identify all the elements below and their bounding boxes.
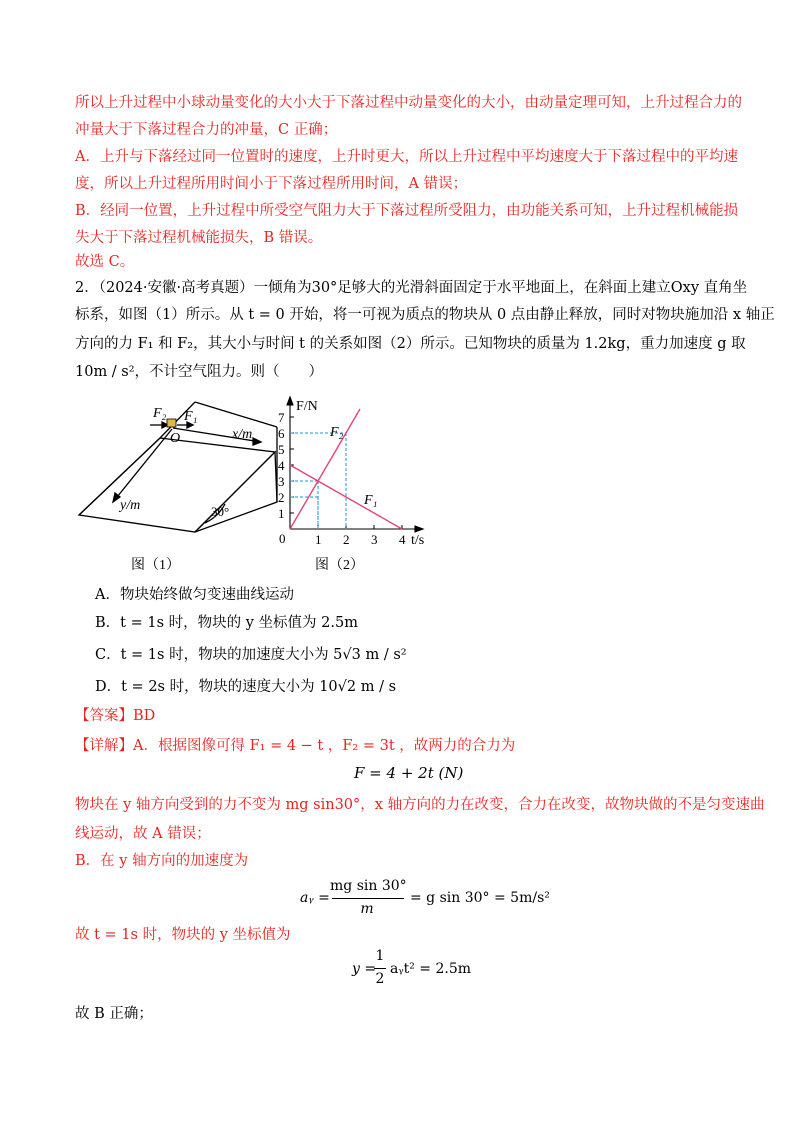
fig2-caption: 图（2） — [315, 558, 364, 573]
eq3-denominator: 2 — [375, 971, 385, 987]
fig1-f1-label: F₁ — [184, 409, 198, 424]
prev-line-2: 冲量大于下落过程合力的冲量，C 正确； — [75, 122, 338, 138]
eq2-numerator: mg sin 30° — [330, 878, 407, 894]
fig1-origin-label: O — [170, 431, 181, 446]
fig2-ytick-label-7: 7 — [278, 410, 285, 425]
equation-1: F = 4 + 2t (N) — [354, 764, 464, 782]
fig1-angle-label: 30° — [211, 504, 230, 519]
fig2-ytick-label-6: 6 — [278, 426, 285, 441]
eq3-lhs: y = — [352, 961, 377, 977]
fig2-xtick-label-4: 4 — [399, 532, 406, 547]
fig2-xtick-label-3: 3 — [371, 532, 378, 547]
detail-tag: 【详解】 — [75, 738, 133, 754]
eq3-rhs: aᵧt² = 2.5m — [390, 961, 472, 977]
prev-line-5: B．经同一位置，上升过程中所受空气阻力大于下落过程所受阻力，由功能关系可知，上升过程机械能损 — [75, 203, 739, 219]
fig1-y-label: y/m — [120, 498, 141, 513]
detail-line-1 — [75, 736, 515, 756]
option-d: D．t = 2s 时，物块的速度大小为 10√2 m / s — [95, 679, 397, 695]
question-line-4: 10m / s²，不计空气阻力。则（ ） — [75, 364, 324, 380]
question-line-1: 2．（2024·安徽·高考真题）一倾角为30°足够大的光滑斜面固定于水平地面上，在斜面上建立Oxy 直角坐 — [75, 280, 748, 296]
fig2-f1-label: F₁ — [364, 493, 378, 508]
eq3-fraction-bar — [374, 968, 386, 969]
fig2-ytick-label-3: 3 — [278, 474, 285, 489]
detail-line-4: B．在 y 轴方向的加速度为 — [75, 853, 249, 869]
prev-line-6: 失大于下落过程机械能损失，B 错误。 — [75, 230, 323, 246]
detail-line-3: 线运动，故 A 错误； — [75, 826, 211, 842]
question-line-3: 方向的力 F₁ 和 F₂，其大小与时间 t 的关系如图（2）所示。已知物块的质量为 1.2kg，重力加速度 g 取 — [75, 336, 746, 352]
fig2-origin-label: 0 — [279, 531, 286, 546]
fig2-xtick-label-2: 2 — [343, 532, 350, 547]
fig1-f2-label: F₂ — [153, 406, 167, 421]
option-b: B．t = 1s 时，物块的 y 坐标值为 2.5m — [95, 615, 358, 631]
fig2-ytick-label-2: 2 — [278, 490, 285, 505]
eq2-fraction-bar — [332, 898, 404, 899]
fig2-ytick-label-4: 4 — [278, 458, 285, 473]
fig2-series-line-f2 — [290, 409, 360, 529]
answer-value: BD — [133, 708, 156, 724]
detail-line-6: 故 B 正确； — [75, 1006, 153, 1022]
figure-1-incline — [75, 392, 285, 574]
prev-line-3: A．上升与下落经过同一位置时的速度，上升时更大，所以上升过程中平均速度大于下落过程中的平均速 — [75, 149, 738, 165]
fig2-xtick-label-1: 1 — [315, 532, 322, 547]
figure-2-chart — [272, 392, 442, 574]
fig2-f2-label: F₂ — [330, 425, 344, 440]
answer-line — [75, 706, 155, 726]
eq2-lhs: aᵧ = — [300, 890, 330, 906]
prev-line-7: 故选 C。 — [75, 254, 135, 270]
fig2-ytick-label-1: 1 — [278, 506, 285, 521]
eq3-numerator: 1 — [375, 948, 385, 964]
question-line-2: 标系，如图（1）所示。从 t = 0 开始，将一可视为质点的物块从 0 点由静止释放，同时对物块施加沿 x 轴正 — [75, 307, 775, 323]
fig1-caption: 图（1） — [131, 558, 180, 573]
fig1-x-label: x/m — [232, 427, 253, 442]
option-c: C．t = 1s 时，物块的加速度大小为 5√3 m / s² — [95, 647, 407, 663]
detail-line-5: 故 t = 1s 时，物块的 y 坐标值为 — [75, 927, 291, 943]
eq2-denominator: m — [360, 901, 374, 917]
block-icon — [167, 419, 176, 427]
answer-tag: 【答案】 — [75, 708, 133, 724]
fig2-y-axis-label: F/N — [296, 399, 318, 414]
eq2-rhs: = g sin 30° = 5m/s² — [410, 890, 550, 906]
detail-line-2: 物块在 y 轴方向受到的力不变为 mg sin30°，x 轴方向的力在改变，合力在改变，故物块做的不是匀变速曲 — [75, 797, 765, 813]
detail-a-text: A．根据图像可得 F₁ = 4 − t ，F₂ = 3t ，故两力的合力为 — [133, 738, 516, 754]
option-a: A．物块始终做匀变速曲线运动 — [95, 587, 294, 603]
fig2-x-axis-label: t/s — [411, 533, 425, 548]
prev-line-1: 所以上升过程中小球动量变化的大小大于下落过程中动量变化的大小，由动量定理可知，上升过程合力的 — [75, 95, 742, 111]
fig2-ytick-label-5: 5 — [278, 442, 285, 457]
prev-line-4: 度，所以上升过程所用时间小于下落过程所用时间，A 错误； — [75, 176, 468, 192]
